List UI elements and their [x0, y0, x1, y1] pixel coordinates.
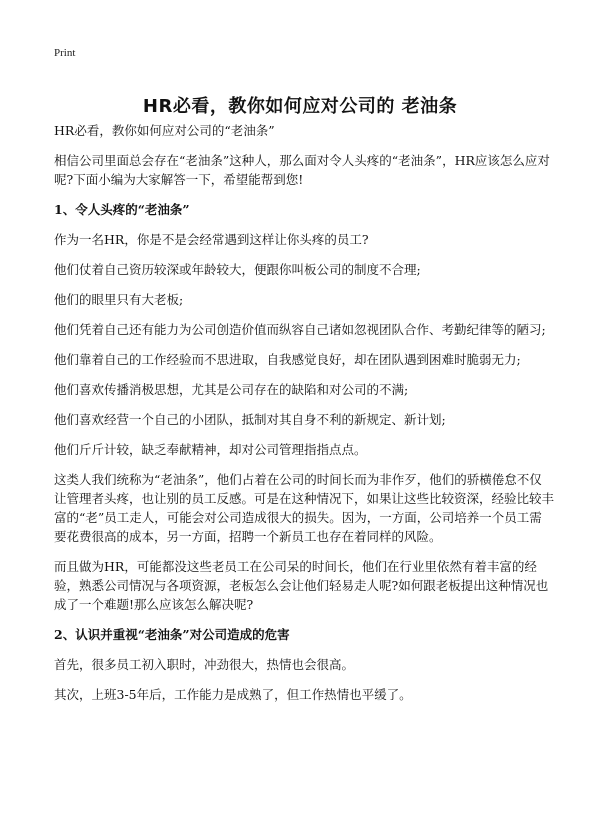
section-1-paragraph: 这类人我们统称为“老油条”，他们占着在公司的时间长而为非作歹，他们的骄横倦怠不仅让管理者头疼，也让别的员工反感。可是在这种情况下，如果让这些比较资深，经验比较丰富的“老”员工走人，可能会对公司造成很大的损失。因为，一方面，公司培养一个员工需要花费很高的成本，另一方面，招聘一个新员工也存在着同样的风险。 [54, 472, 555, 544]
section-1-heading: 1、令人头疼的“老油条” [54, 202, 190, 217]
section-1-paragraph: 他们仗着自己资历较深或年龄较大，便跟你叫板公司的制度不合理; [54, 262, 421, 277]
article-subtitle: HR必看，教你如何应对公司的“老油条” [54, 123, 275, 138]
section-1-paragraph: 他们斤斤计较，缺乏奉献精神，却对公司管理指指点点。 [54, 442, 367, 457]
section-1-paragraph: 他们凭着自己还有能力为公司创造价值而纵容自己诸如忽视团队合作、考勤纪律等的陋习; [54, 322, 546, 337]
article-body [54, 121, 554, 715]
article-intro: 相信公司里面总会存在“老油条”这种人，那么面对令人头疼的“老油条”，HR应该怎么应对呢?下面小编为大家解答一下，希望能帮到您! [54, 153, 550, 187]
section-2-heading: 2、认识并重视“老油条”对公司造成的危害 [54, 627, 290, 642]
section-1-paragraph: 他们的眼里只有大老板; [54, 292, 184, 307]
section-2-paragraph: 首先，很多员工初入职时，冲劲很大，热情也会很高。 [54, 657, 355, 672]
section-2-paragraph: 其次，上班3-5年后，工作能力是成熟了，但工作热情也平缓了。 [54, 687, 412, 702]
article-title: HR必看，教你如何应对公司的 老油条 [142, 96, 458, 118]
section-1-paragraph: 作为一名HR，你是不是会经常遇到这样让你头疼的员工? [54, 232, 369, 247]
print-link[interactable]: Print [54, 47, 76, 59]
section-1-paragraph: 他们靠着自己的工作经验而不思进取，自我感觉良好，却在团队遇到困难时脆弱无力; [54, 352, 521, 367]
section-1-paragraph: 而且做为HR，可能都没这些老员工在公司呆的时间长，他们在行业里依然有着丰富的经验，熟悉公司情况与各项资源，老板怎么会让他们轻易走人呢?如何跟老板提出这种情况也成了一个难题!那么应该怎么解决呢? [54, 559, 549, 612]
section-1-paragraph: 他们喜欢经营一个自己的小团队，抵制对其自身不利的新规定、新计划; [54, 412, 446, 427]
section-1-paragraph: 他们喜欢传播消极思想，尤其是公司存在的缺陷和对公司的不满; [54, 382, 409, 397]
